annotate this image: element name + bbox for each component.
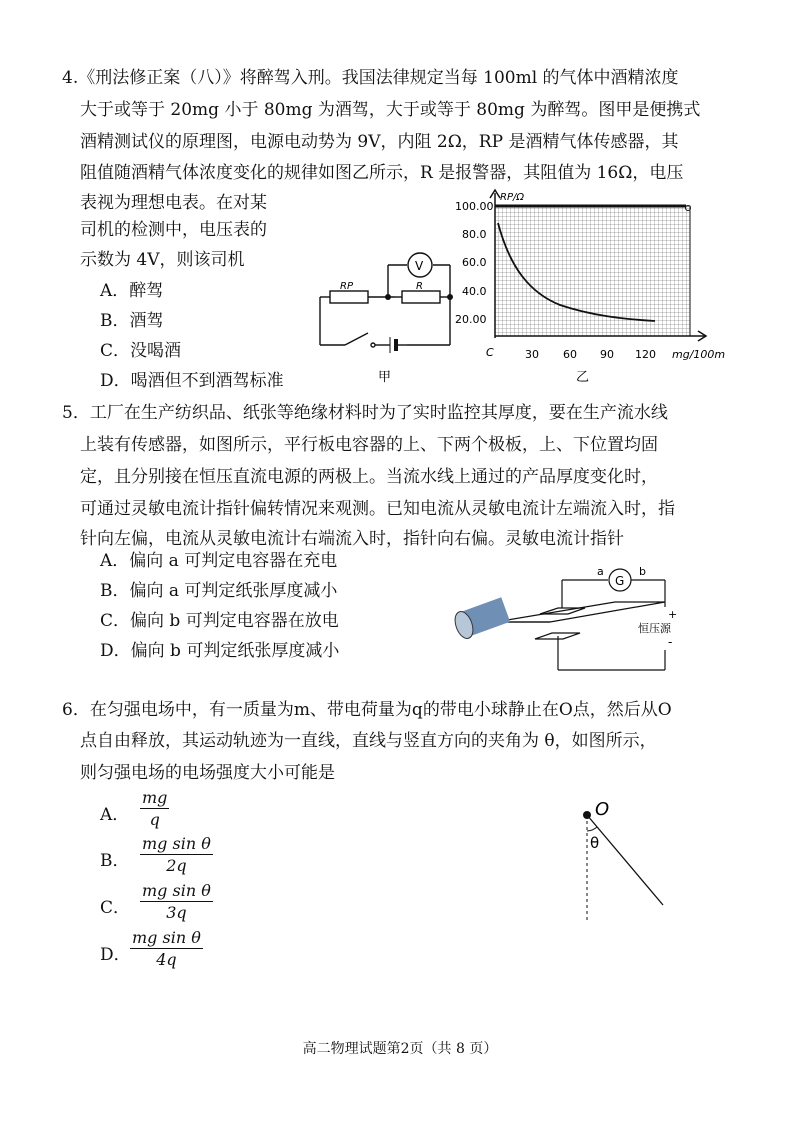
y-tick-80: 80.0 — [462, 228, 487, 241]
q6-option-d-den: 4q — [156, 950, 177, 969]
paper-roll — [452, 597, 510, 641]
q6-line-3: 则匀强电场的电场强度大小可能是 — [80, 763, 335, 783]
q6-option-d-num: mg sin θ — [132, 928, 201, 947]
origin-label: C — [486, 346, 494, 359]
q4-option-b: B．酒驾 — [100, 311, 164, 331]
q6-option-b-label: B． — [100, 851, 130, 871]
power-source-label: 恒压源 — [638, 622, 671, 635]
point-o-label: O — [595, 799, 610, 820]
q6-option-d-label: D． — [100, 945, 131, 965]
q6-line-2: 点自由释放，其运动轨迹为一直线，直线与竖直方向的夹角为 θ，如图所示， — [80, 731, 657, 751]
galvanometer-label: G — [615, 574, 625, 588]
terminal-a-label: a — [597, 565, 604, 578]
graph-grid — [495, 206, 690, 336]
terminal-b-label: b — [639, 565, 646, 578]
q5-option-d: D．偏向 b 可判定纸张厚度减小 — [100, 641, 340, 661]
q4-line-2: 大于或等于 20mg 小于 80mg 为酒驾，大于或等于 80mg 为醉驾。图甲是便携式 — [80, 100, 701, 120]
q4-option-c: C．没喝酒 — [100, 341, 182, 361]
x-axis-label: mg/100m — [672, 348, 726, 361]
q5-option-c: C．偏向 b 可判定电容器在放电 — [100, 611, 339, 631]
r-label: R — [416, 281, 423, 292]
y-tick-40: 40.0 — [462, 285, 487, 298]
q6-option-b-fraction — [140, 834, 213, 877]
q5-line-1: 5．工厂在生产纺织品、纸张等绝缘材料时为了实时监控其厚度，要在生产流水线 — [62, 403, 668, 423]
x-tick-30: 30 — [525, 348, 539, 361]
q5-line-3: 定，且分别接在恒压直流电源的两极上。当流水线上通过的产品厚度变化时， — [80, 467, 658, 487]
q4-line-5: 表视为理想电表。在对某 — [80, 193, 267, 213]
x-tick-60: 60 — [563, 348, 577, 361]
plus-terminal: + — [668, 608, 678, 621]
q4-line-7: 示数为 4V，则该司机 — [80, 250, 245, 270]
q6-option-b-den: 2q — [166, 856, 187, 875]
point-o — [583, 811, 591, 819]
q6-option-c-fraction — [140, 881, 213, 924]
y-tick-20: 20.00 — [455, 313, 487, 326]
trajectory-line — [587, 815, 663, 905]
rp-concentration-graph — [450, 188, 750, 388]
q5-line-2: 上装有传感器，如图所示，平行板电容器的上、下两个极板，上、下位置均固 — [80, 435, 658, 455]
rp-label: RP — [340, 281, 353, 292]
q6-option-c-den: 3q — [166, 903, 187, 922]
trajectory-diagram — [570, 795, 680, 925]
q4-line-3: 酒精测试仪的原理图，电源电动势为 9V，内阻 2Ω，RP 是酒精气体传感器，其 — [80, 132, 679, 152]
minus-terminal: - — [668, 635, 673, 649]
y-tick-100: 100.00 — [455, 200, 494, 213]
q6-option-d-fraction — [130, 928, 203, 971]
q4-line-1: 4.《刑法修正案（八）》将醉驾入刑。我国法律规定当每 100ml 的气体中酒精浓度 — [62, 68, 679, 88]
page-footer: 高二物理试题第2页（共 8 页） — [302, 1041, 498, 1057]
q6-option-c-num: mg sin θ — [142, 881, 211, 900]
capacitor-sensor-diagram — [450, 562, 690, 674]
x-tick-120: 120 — [635, 348, 656, 361]
q5-line-4: 可通过灵敏电流计指针偏转情况来观测。已知电流从灵敏电流计左端流入时，指 — [80, 499, 675, 519]
y-axis-label: RP/Ω — [500, 192, 524, 203]
q6-option-c-label: C． — [100, 898, 131, 918]
q4-line-6: 司机的检测中，电压表的 — [80, 220, 267, 240]
q6-option-b-num: mg sin θ — [142, 834, 211, 853]
q6-option-a-den: q — [149, 810, 160, 829]
q5-option-a: A．偏向 a 可判定电容器在充电 — [100, 551, 338, 571]
voltmeter-label: V — [415, 259, 424, 273]
q4-line-4: 阻值随酒精气体浓度变化的规律如图乙所示，R 是报警器，其阻值为 16Ω，电压 — [80, 163, 684, 183]
q6-option-a-num: mg — [142, 788, 168, 807]
q4-option-a: A．醉驾 — [100, 281, 164, 301]
q5-option-b: B．偏向 a 可判定纸张厚度减小 — [100, 581, 338, 601]
q6-option-a-label: A． — [100, 805, 130, 825]
theta-label: θ — [590, 834, 600, 852]
circuit-diagram-jia — [310, 245, 470, 385]
q6-option-a-fraction — [140, 788, 169, 831]
circuit-caption: 甲 — [378, 370, 392, 385]
y-tick-60: 60.0 — [462, 256, 487, 269]
q5-line-5: 针向左偏，电流从灵敏电流计右端流入时，指针向右偏。灵敏电流计指针 — [80, 529, 624, 549]
graph-caption: 乙 — [576, 370, 590, 385]
q4-option-d: D．喝酒但不到酒驾标准 — [100, 371, 284, 391]
x-tick-90: 90 — [600, 348, 614, 361]
q6-line-1: 6．在匀强电场中，有一质量为m、带电荷量为q的带电小球静止在O点，然后从O — [62, 700, 672, 720]
